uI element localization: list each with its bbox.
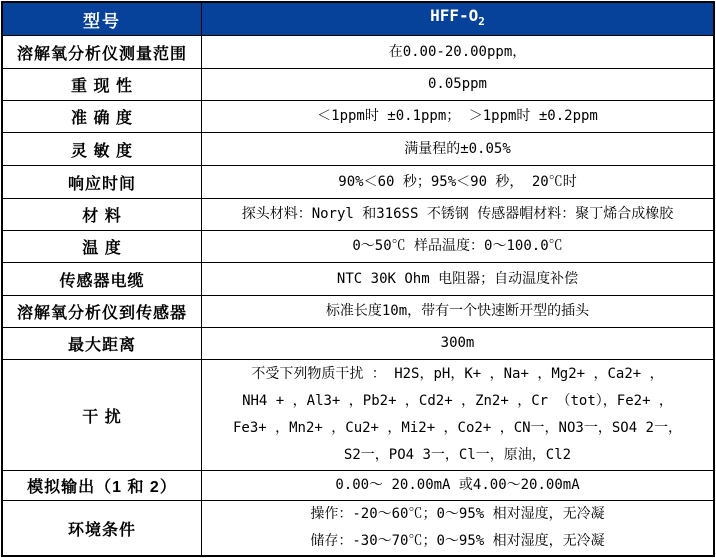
- row-value: 0.05ppm: [427, 76, 487, 92]
- environment-operating-line: 操作：-20～60℃；0～95% 相对湿度，无冷凝: [310, 506, 605, 522]
- table-row: [3, 501, 713, 555]
- table-row: [3, 36, 713, 69]
- interference-line: 不受下列物质干扰 ： H2S，pH，K+ ，Na+ ，Mg2+ ，Ca2+ ，: [251, 366, 664, 382]
- table-row: [3, 471, 713, 501]
- row-label-accuracy: 准 确 度: [3, 101, 202, 132]
- row-value: 满量程的±0.05%: [404, 140, 511, 157]
- interference-line: NH4 + ，Al3+ ，Pb2+ ，Cd2+ ，Zn2+ ，Cr （tot），Fe2+ ，: [242, 393, 673, 409]
- row-label-temperature: 温 度: [3, 231, 202, 262]
- table-row: [3, 296, 713, 328]
- row-label-material: 材 料: [3, 199, 202, 230]
- interference-line: S2一，PO4 3一，Cl一，原油，Cl2: [343, 447, 572, 463]
- table-row: [3, 199, 713, 231]
- row-label-repeatability: 重 现 性: [3, 69, 202, 100]
- model-name: HFF-O: [430, 6, 479, 26]
- header-model-label: 型号: [3, 3, 202, 35]
- row-label-sensitivity: 灵 敏 度: [3, 133, 202, 165]
- row-value: 0.00～ 20.00mA 或4.00～20.00mA: [335, 477, 580, 493]
- row-value: 300m: [440, 335, 475, 351]
- row-label-measure-range: 溶解氧分析仪测量范围: [3, 36, 202, 68]
- row-value: ＜1ppm时 ±0.1ppm； ＞1ppm时 ±0.2ppm: [317, 108, 598, 124]
- table-row: [3, 328, 713, 360]
- environment-storage-line: 储存：-30～70℃；0～95% 相对湿度，无冷凝: [310, 533, 605, 549]
- row-value: 0～50℃ 样品温度：0～100.0℃: [352, 238, 563, 254]
- model-subscript: 2: [478, 15, 485, 29]
- row-value-interference: [202, 360, 713, 470]
- table-row: [3, 360, 713, 471]
- row-value: 90%＜60 秒；95%＜90 秒， 20℃时: [338, 173, 577, 190]
- row-label-environment: 环境条件: [3, 501, 202, 555]
- table-row: [3, 166, 713, 199]
- header-model-value: [202, 3, 713, 35]
- row-label-response-time: 响应时间: [3, 166, 202, 198]
- table-row: [3, 231, 713, 263]
- interference-line: Fe3+ ，Mn2+ ，Cu2+ ，Mi2+ ，Co2+ ，CN一，NO3一，SO4 2一，: [232, 420, 682, 436]
- row-label-analyzer-to-sensor: 溶解氧分析仪到传感器: [3, 296, 202, 327]
- row-value: NTC 30K Ohm 电阻器；自动温度补偿: [336, 270, 579, 287]
- table-row: [3, 133, 713, 166]
- row-value: 探头材料：Noryl 和316SS 不锈钢 传感器帽材料：聚丁烯合成橡胶: [241, 206, 674, 222]
- row-value-environment: [202, 501, 713, 555]
- row-label-sensor-cable: 传感器电缆: [3, 263, 202, 295]
- row-label-analog-output: 模拟输出（1 和 2）: [3, 471, 202, 500]
- spec-table: [1, 1, 715, 557]
- row-value: 在0.00-20.00ppm，: [388, 43, 527, 60]
- table-row: [3, 263, 713, 296]
- row-label-interference: 干 扰: [3, 360, 202, 470]
- row-value: 标准长度10m，带有一个快速断开型的插头: [325, 303, 590, 319]
- table-header-row: [3, 3, 713, 36]
- table-row: [3, 101, 713, 133]
- row-label-max-distance: 最大距离: [3, 328, 202, 359]
- table-row: [3, 69, 713, 101]
